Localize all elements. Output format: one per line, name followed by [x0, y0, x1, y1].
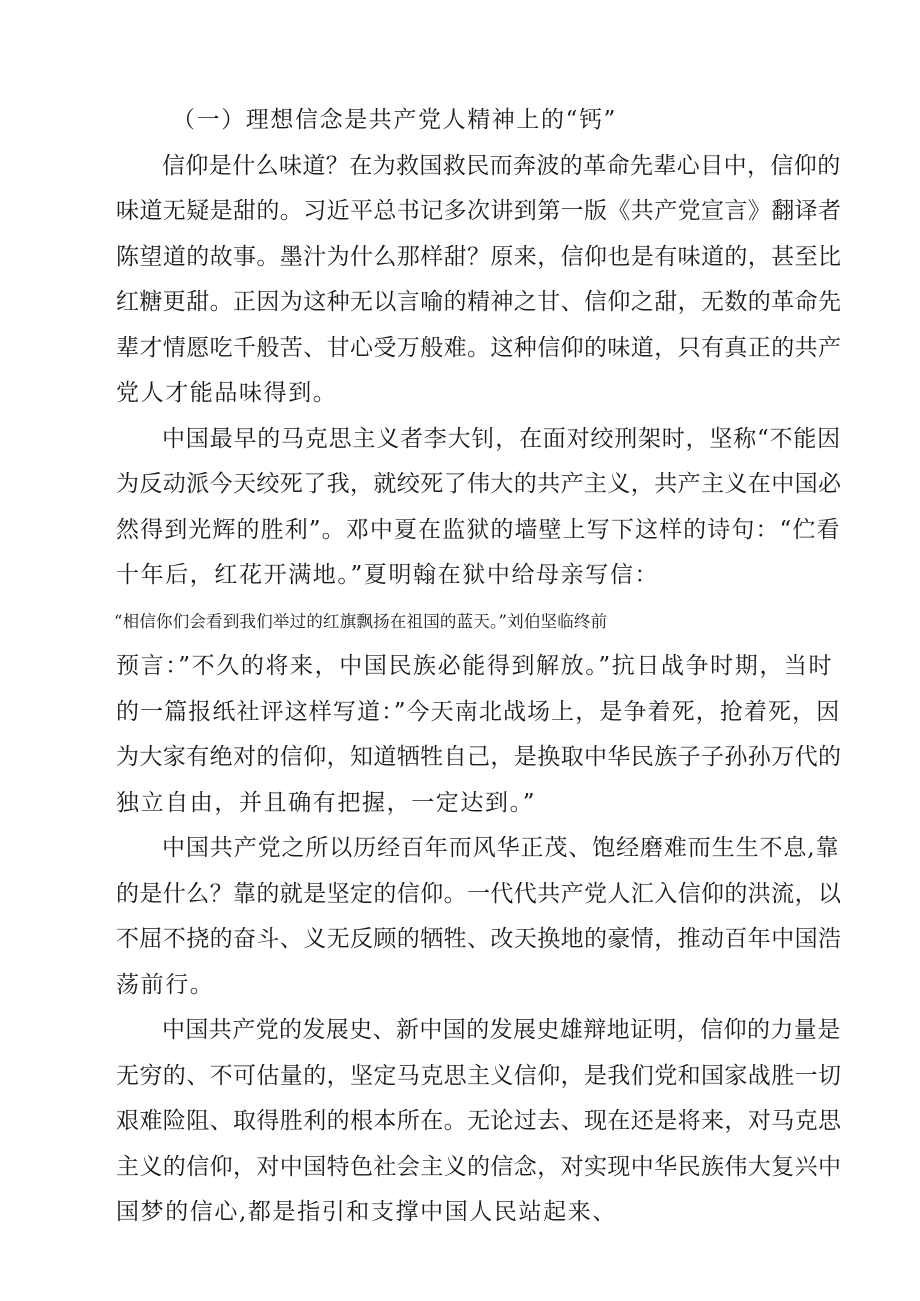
text-line: 不屈不挠的奋斗、义无反顾的牺牲、改天换地的豪情，推动百年中国浩: [116, 926, 842, 952]
text-line: 然得到光辉的胜利”。邓中夏在监狱的墙壁上写下这样的诗句：“伫看: [116, 516, 841, 543]
paragraph-power-of-faith: [116, 1008, 840, 1236]
text-line: 味道无疑是甜的。习近平总书记多次讲到第一版《共产党宣言》翻译者: [116, 198, 842, 224]
text-line: 荡前行。: [116, 971, 215, 998]
text-line: 中国共产党的发展史、新中国的发展史雄辩地证明，信仰的力量是: [162, 1017, 841, 1043]
text-line: “相信你们会看到我们举过的红旗飘扬在祖国的蓝天。”刘伯坚临终前: [114, 611, 608, 631]
text-line: 独立自由，并且确有把握，一定达到。”: [116, 789, 537, 816]
text-line: 预言：”不久的将来，中国民族必能得到解放。”抗日战争时期，当时: [116, 653, 834, 679]
text-line: 红糖更甜。正因为这种无以言喻的精神之甘、信仰之甜，无数的革命先: [116, 289, 842, 315]
document-body: [116, 98, 840, 1236]
text-line: 主义的信仰，对中国特色社会主义的信念，对实现中华民族伟大复兴中: [116, 1153, 842, 1180]
text-line: 为反动派今天绞死了我，就绞死了伟大的共产主义，共产主义在中国必: [116, 471, 842, 497]
text-line: 的一篇报纸社评这样写道：”今天南北战场上，是争着死，抢着死，因: [116, 698, 841, 725]
text-line: 的是什么？靠的就是坚定的信仰。一代代共产党人汇入信仰的洪流，以: [116, 880, 842, 907]
paragraph-martyrs-quotes: [116, 417, 840, 827]
paragraph-taste-of-faith: [116, 144, 840, 417]
text-line: 辈才情愿吃千般苦、甘心受万般难。这种信仰的味道，只有真正的共产: [116, 334, 842, 361]
text-line: 为大家有绝对的信仰，知道牺牲自己，是换取中华民族子子孙孙万代的: [116, 744, 842, 770]
paragraph-hundred-years: [116, 826, 840, 1008]
text-line: 艰难险阻、取得胜利的根本所在。无论过去、现在还是将来，对马克思: [116, 1108, 842, 1134]
text-line: 国梦的信心,都是指引和支撑中国人民站起来、: [116, 1199, 617, 1225]
text-line: 党人才能品味得到。: [116, 380, 338, 406]
text-line: 信仰是什么味道？在为救国救民而奔波的革命先辈心目中，信仰的: [162, 152, 841, 179]
text-line: 陈望道的故事。墨汁为什么那样甜？原来，信仰也是有味道的，甚至比: [116, 243, 842, 270]
text-line: 十年后，红花开满地。”夏明翰在狱中给母亲写信：: [116, 562, 660, 588]
text-line: 中国最早的马克思主义者李大钊，在面对绞刑架时，坚称“不能因: [162, 425, 841, 452]
section-heading: （一）理想信念是共产党人精神上的“钙”: [172, 107, 617, 133]
text-line: 中国共产党之所以历经百年而风华正茂、饱经磨难而生生不息,靠: [162, 835, 840, 861]
text-line: 无穷的、不可估量的，坚定马克思主义信仰，是我们党和国家战胜一切: [116, 1062, 842, 1089]
